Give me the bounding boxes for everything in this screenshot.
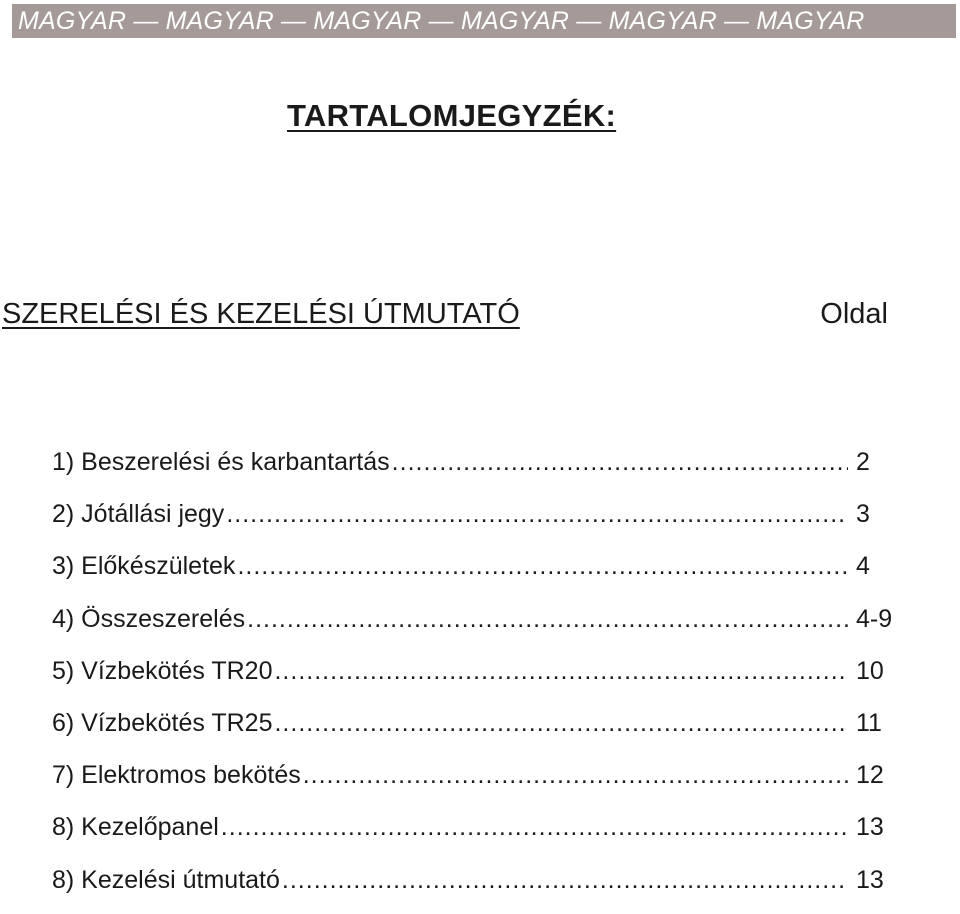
toc-entry[interactable] [52, 496, 904, 548]
toc-entry[interactable] [52, 705, 904, 757]
dot-leader [392, 444, 848, 480]
dot-leader [226, 496, 848, 532]
toc-entry[interactable] [52, 653, 904, 705]
toc-entry-page: 2 [856, 448, 870, 476]
language-banner-text: MAGYAR — MAGYAR — MAGYAR — MAGYAR — MAGYAR — MAGYAR [18, 7, 865, 35]
dot-leader [303, 757, 848, 793]
toc-entry-page: 11 [856, 708, 882, 737]
language-banner [12, 4, 956, 38]
section-heading: SZERELÉSI ÉS KEZELÉSI ÚTMUTATÓ [2, 298, 520, 330]
toc-entry-page: 4-9 [856, 604, 893, 633]
dot-leader [247, 601, 848, 637]
toc-entry-label: 3) Előkészületek [52, 552, 236, 581]
toc-entry-label: 5) Vízbekötés TR20 [52, 656, 273, 685]
toc-entry-page: 10 [856, 656, 884, 685]
dot-leader [274, 705, 848, 741]
toc-entry-label: 8) Kezelőpanel [52, 813, 219, 842]
dot-leader [237, 548, 848, 584]
toc-entry[interactable] [52, 601, 904, 653]
toc-entry-page: 13 [856, 865, 884, 894]
toc-entry-label: 6) Vízbekötés TR25 [52, 708, 273, 737]
toc-entry-label: 7) Elektromos bekötés [52, 761, 301, 790]
toc-entry[interactable] [52, 809, 904, 861]
toc-entry-label: 4) Összeszerelés [52, 604, 246, 633]
toc-entry-page: 4 [856, 552, 870, 581]
toc-entry-page: 12 [856, 761, 884, 790]
table-of-contents [52, 444, 904, 914]
toc-entry[interactable] [52, 548, 904, 600]
dot-leader [282, 862, 848, 898]
toc-entry-label: 2) Jótállási jegy [52, 500, 225, 529]
page-title: TARTALOMJEGYZÉK: [287, 98, 617, 133]
page-column-heading: Oldal [820, 298, 888, 330]
toc-entry[interactable] [52, 862, 904, 914]
toc-entry[interactable] [52, 757, 904, 809]
toc-entry-label: 1) Beszerelési és karbantartás [52, 448, 390, 476]
toc-entry-label: 8) Kezelési útmutató [52, 865, 280, 894]
toc-entry[interactable] [52, 444, 904, 496]
dot-leader [274, 653, 848, 689]
toc-entry-page: 13 [856, 813, 884, 842]
dot-leader [221, 809, 848, 845]
toc-entry-page: 3 [856, 500, 870, 529]
